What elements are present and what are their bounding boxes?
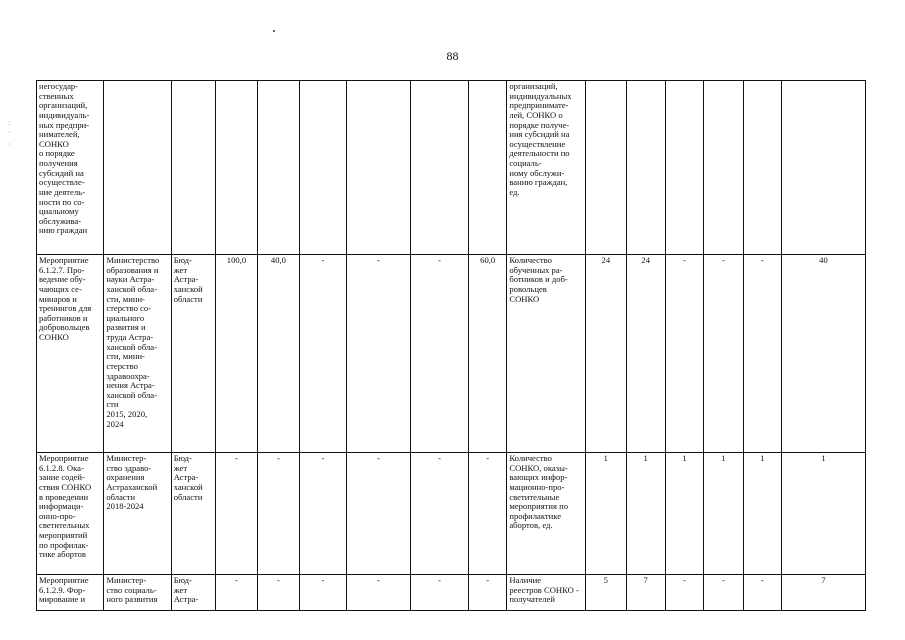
scan-speck — [273, 30, 275, 32]
finance-cell — [469, 81, 507, 255]
finance-cell-text: - — [321, 575, 325, 585]
funding-source-cell — [171, 453, 216, 575]
indicator-value-cell — [665, 575, 703, 611]
finance-cell-text: - — [376, 255, 380, 265]
finance-cell-text: - — [321, 453, 325, 463]
indicator-value-cell — [626, 255, 665, 453]
indicator-value-cell-text: 1 — [603, 453, 608, 463]
executor-cell — [104, 575, 171, 611]
indicator-value-cell — [586, 255, 626, 453]
finance-cell-text: - — [376, 575, 380, 585]
indicator-value-cell-text: 1 — [721, 453, 726, 463]
finance-cell-text: 100,0 — [226, 255, 247, 265]
indicator-value-cell — [586, 453, 626, 575]
margin-mark: · — [8, 128, 11, 137]
indicator-value-cell — [704, 453, 743, 575]
finance-cell — [469, 575, 507, 611]
executor-cell-text: Министер- ство здраво- охранения Астраханской области 2018-2024 — [106, 453, 158, 512]
finance-cell-text: - — [276, 575, 280, 585]
finance-cell — [346, 81, 410, 255]
indicator-value-cell — [626, 453, 665, 575]
indicator-value-cell-text: - — [683, 575, 686, 585]
finance-cell — [469, 453, 507, 575]
indicator-value-cell — [704, 255, 743, 453]
indicator-cell — [507, 575, 586, 611]
program-measures-table — [36, 80, 866, 611]
finance-cell — [257, 575, 299, 611]
indicator-value-cell-text: - — [683, 255, 686, 265]
finance-cell — [346, 255, 410, 453]
indicator-cell — [507, 81, 586, 255]
finance-cell-text: - — [276, 453, 280, 463]
finance-cell — [300, 255, 347, 453]
executor-cell-text: Министер- ство социаль- ного развития — [106, 575, 158, 605]
funding-source-cell — [171, 575, 216, 611]
finance-cell-text: - — [438, 453, 441, 463]
indicator-value-cell — [586, 575, 626, 611]
indicator-value-cell — [743, 81, 781, 255]
measure-cell-text: Мероприятие 6.1.2.9. Фор- мирование и — [39, 575, 89, 605]
indicator-value-cell — [665, 81, 703, 255]
indicator-value-cell-text: 1 — [821, 453, 826, 463]
page-number: 88 — [446, 49, 459, 63]
finance-cell — [257, 81, 299, 255]
indicator-cell — [507, 255, 586, 453]
indicator-value-cell — [743, 255, 781, 453]
finance-cell — [216, 453, 257, 575]
indicator-value-cell-text: 24 — [601, 255, 611, 265]
margin-mark: · — [8, 140, 11, 149]
measure-cell — [37, 81, 104, 255]
table-row — [37, 453, 866, 575]
finance-cell-text: - — [235, 575, 238, 585]
finance-cell — [411, 453, 469, 575]
indicator-value-cell — [626, 575, 665, 611]
indicator-value-cell-text: - — [721, 255, 725, 265]
finance-cell — [257, 255, 299, 453]
indicator-value-cell-text: 1 — [760, 453, 765, 463]
indicator-value-cell — [781, 81, 865, 255]
funding-source-cell-text: Бюд- жет Астра- ханской области — [173, 255, 203, 304]
executor-cell — [104, 81, 171, 255]
indicator-value-cell — [781, 255, 865, 453]
funding-source-cell — [171, 81, 216, 255]
finance-cell — [300, 81, 347, 255]
measure-cell-text: негосудар- ственных организаций, индивидуаль- ных предпри- нимателей, СОНКО о порядке получения субсидий на осуществле- ние деятель- ности по со- циальному обслужива- нию граждан — [39, 81, 90, 236]
indicator-value-cell-text: 5 — [603, 575, 608, 585]
finance-cell — [257, 453, 299, 575]
indicator-value-cell-text: 7 — [643, 575, 648, 585]
margin-mark: : — [8, 118, 11, 127]
finance-cell — [411, 81, 469, 255]
executor-cell — [104, 453, 171, 575]
indicator-value-cell-text: 7 — [821, 575, 826, 585]
indicator-value-cell-text: 1 — [682, 453, 687, 463]
finance-cell-text: 40,0 — [270, 255, 286, 265]
indicator-value-cell — [781, 453, 865, 575]
indicator-cell-text: Количество СОНКО, оказы- вающих инфор- мационно-про- светительные мероприятия по профилактике абортов, ед. — [509, 453, 569, 531]
executor-cell — [104, 255, 171, 453]
finance-cell-text: 60,0 — [480, 255, 496, 265]
funding-source-cell — [171, 255, 216, 453]
indicator-value-cell-text: - — [721, 575, 725, 585]
finance-cell — [411, 575, 469, 611]
finance-cell — [216, 575, 257, 611]
finance-cell — [300, 453, 347, 575]
measure-cell-text: Мероприятие 6.1.2.7. Про- ведение обу- чающих се- минаров и тренингов для работников и добровольцев СОНКО — [39, 255, 92, 342]
indicator-value-cell — [704, 575, 743, 611]
indicator-value-cell — [665, 255, 703, 453]
indicator-value-cell — [665, 453, 703, 575]
indicator-value-cell — [626, 81, 665, 255]
indicator-cell-text: Наличие реестров СОНКО - получателей — [509, 575, 579, 605]
table-row — [37, 575, 866, 611]
indicator-cell-text: Количество обученных ра- ботников и доб- ровольцев СОНКО — [509, 255, 568, 304]
indicator-value-cell — [743, 575, 781, 611]
finance-cell-text: - — [321, 255, 325, 265]
indicator-value-cell-text: 40 — [819, 255, 828, 265]
measure-cell — [37, 255, 104, 453]
table-row — [37, 81, 866, 255]
indicator-value-cell — [781, 575, 865, 611]
indicator-value-cell-text: - — [760, 255, 764, 265]
finance-cell-text: - — [486, 575, 490, 585]
funding-source-cell-text: Бюд- жет Астра- ханской области — [173, 453, 203, 502]
indicator-value-cell — [743, 453, 781, 575]
finance-cell — [346, 575, 410, 611]
indicator-value-cell-text: 1 — [643, 453, 648, 463]
finance-cell-text: - — [235, 453, 238, 463]
finance-cell-text: - — [486, 453, 490, 463]
finance-cell — [216, 255, 257, 453]
executor-cell-text: Министерство образования и науки Астра- ханской обла- сти, мини- стерство со- циального развития и труда Астра- ханской обла- сти, мини- стерство здравоохра- нения Астра- ханской обла- сти 2015, 2020, 2024 — [106, 255, 160, 429]
table-row — [37, 255, 866, 453]
funding-source-cell-text: Бюд- жет Астра- — [173, 575, 199, 605]
indicator-value-cell — [704, 81, 743, 255]
finance-cell-text: - — [438, 575, 441, 585]
measure-cell-text: Мероприятие 6.1.2.8. Ока- зание содей- ствия СОНКО в проведении информаци- онно-про- светительных мероприятий по профилак- тике абортов — [39, 453, 92, 560]
finance-cell — [216, 81, 257, 255]
indicator-value-cell-text: - — [760, 575, 764, 585]
finance-cell — [469, 255, 507, 453]
indicator-value-cell — [586, 81, 626, 255]
finance-cell — [300, 575, 347, 611]
measure-cell — [37, 453, 104, 575]
finance-cell-text: - — [376, 453, 380, 463]
finance-cell-text: - — [438, 255, 441, 265]
finance-cell — [346, 453, 410, 575]
measure-cell — [37, 575, 104, 611]
indicator-cell — [507, 453, 586, 575]
finance-cell — [411, 255, 469, 453]
indicator-cell-text: организаций, индивидуальных предпринимате- лей, СОНКО о порядке получе- ния субсидий на осуществление деятельности по социаль- ному обслужи- ванию граждан, ед. — [509, 81, 572, 197]
indicator-value-cell-text: 24 — [641, 255, 650, 265]
